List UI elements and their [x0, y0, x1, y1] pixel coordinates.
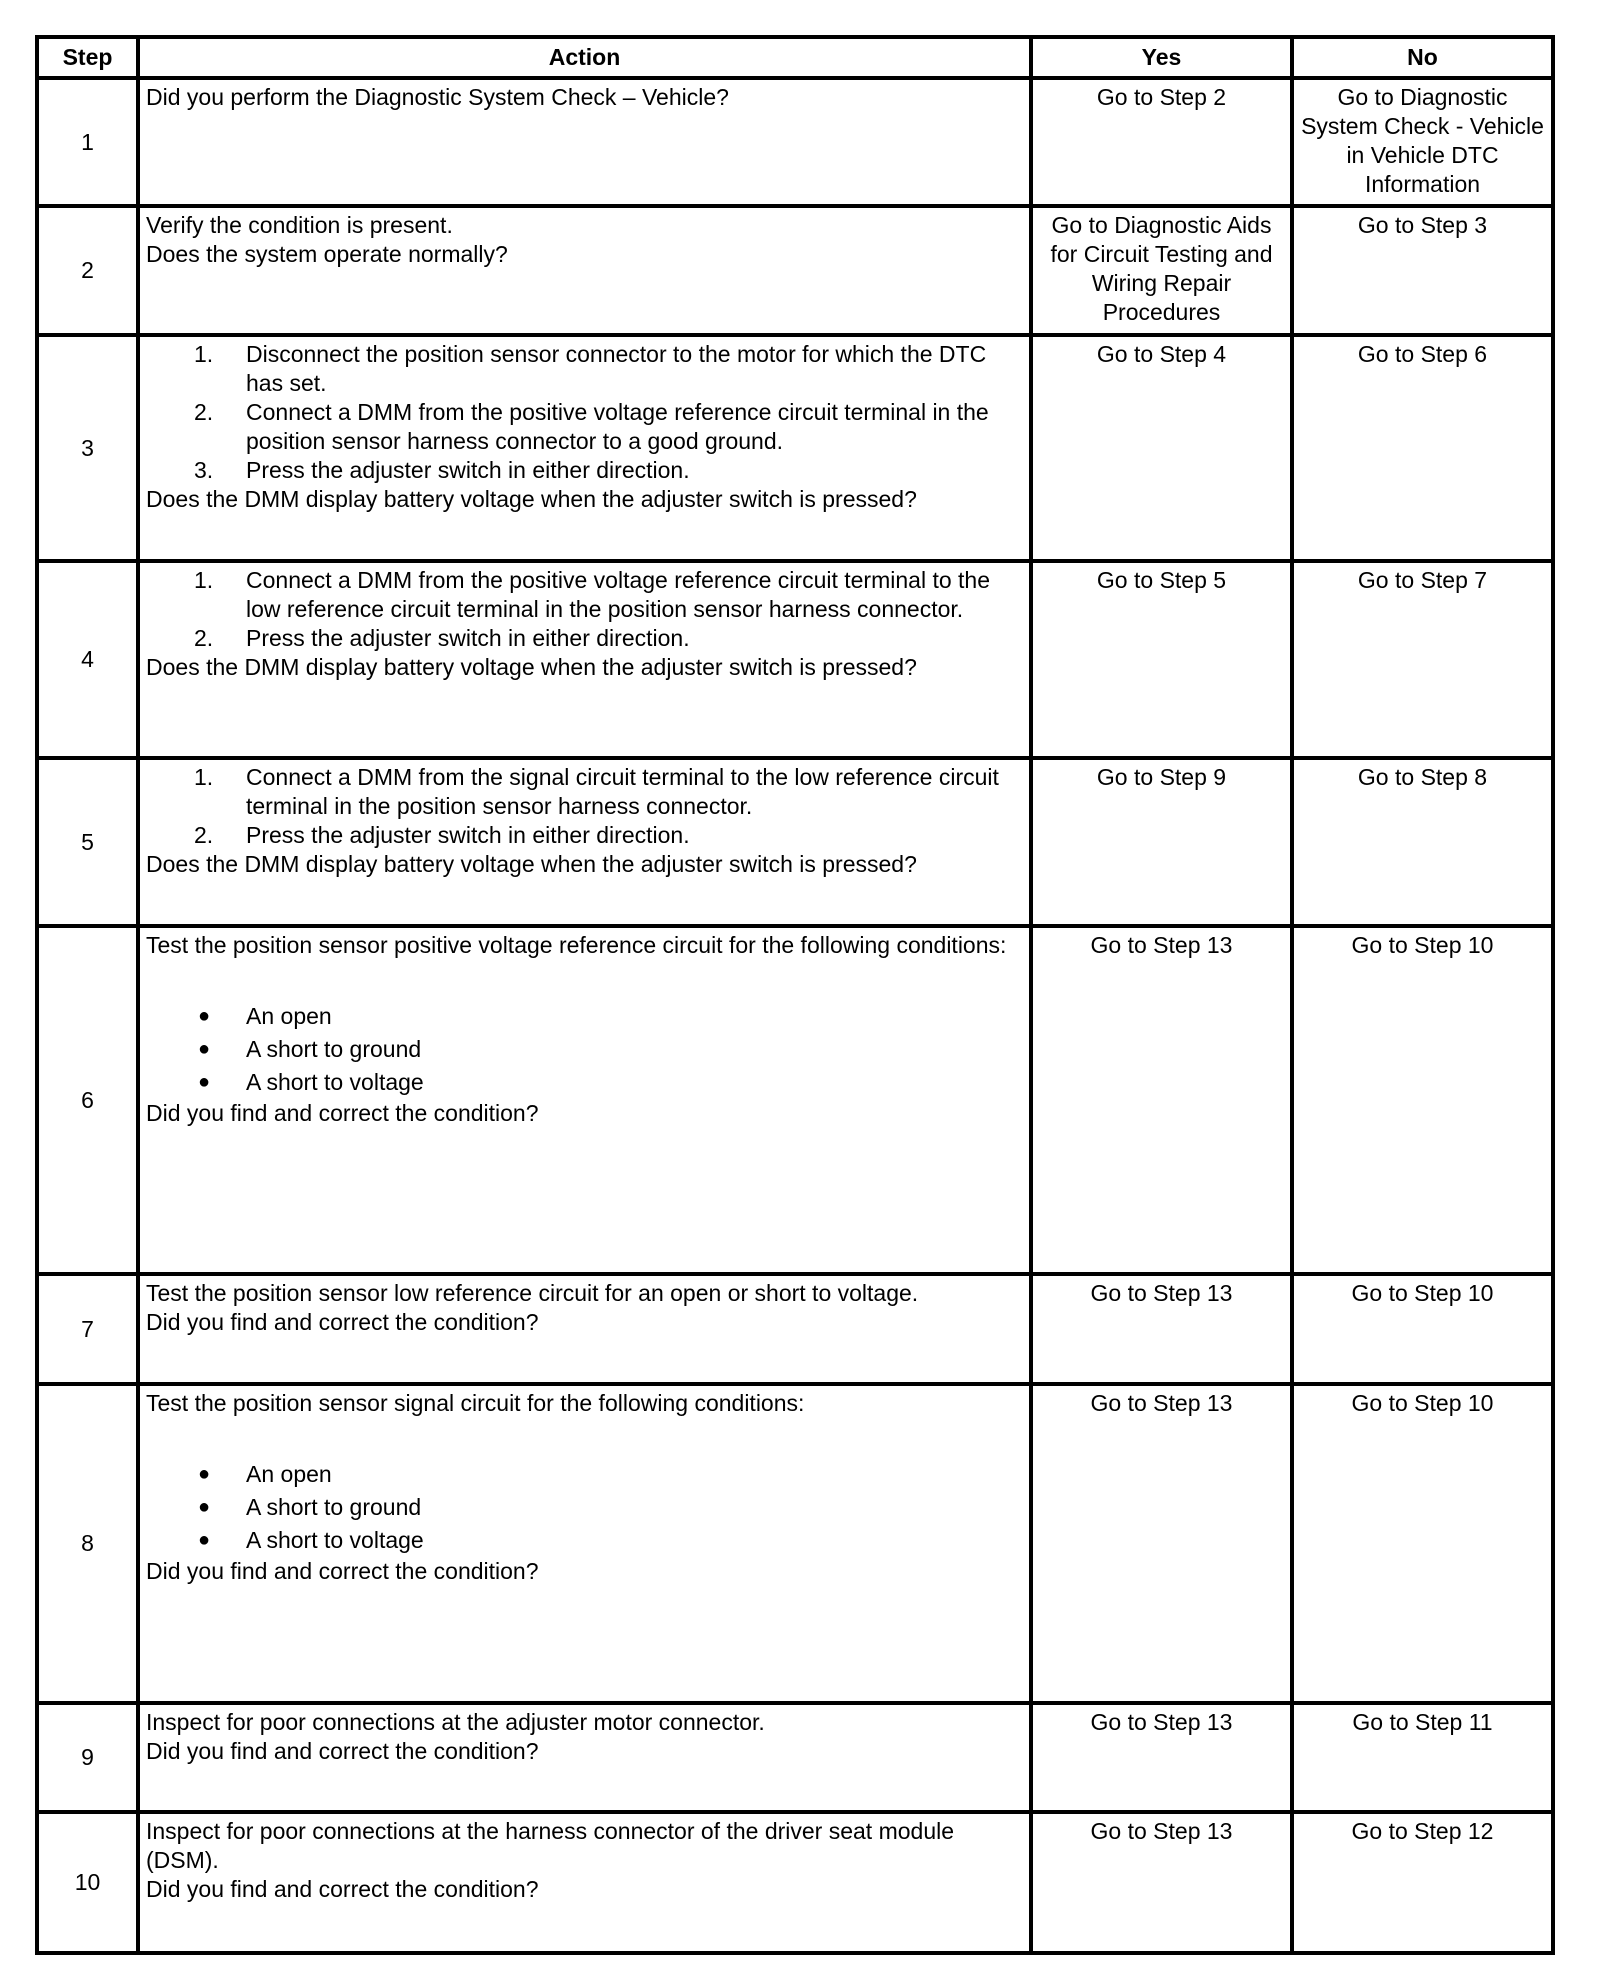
no-answer: Go to Step 7: [1357, 567, 1488, 593]
no-cell: [1292, 1812, 1553, 1953]
substep-text: Press the adjuster switch in either direction.: [246, 822, 690, 848]
bullet-icon: ●: [198, 1071, 211, 1093]
condition-text: A short to ground: [246, 1494, 422, 1520]
substep-number: 1.: [194, 341, 214, 367]
substep-number: 2.: [194, 625, 214, 651]
no-answer: Go to Diagnostic System Check - Vehicle in Vehicle DTC Information: [1301, 84, 1544, 197]
substep-list: [146, 340, 1023, 485]
step-number: 8: [37, 1384, 138, 1703]
substep-number: 2.: [194, 822, 214, 848]
action-question: Did you find and correct the condition?: [146, 1309, 539, 1335]
substep-number: 2.: [194, 399, 214, 425]
no-answer: Go to Step 10: [1351, 1390, 1494, 1416]
list-item: [146, 566, 1023, 624]
action-intro: Inspect for poor connections at the harness connector of the driver seat module (DSM).: [146, 1818, 955, 1873]
yes-cell: [1031, 206, 1292, 335]
yes-answer: Go to Step 2: [1096, 84, 1227, 110]
yes-cell: [1031, 758, 1292, 926]
action-intro: Verify the condition is present.: [146, 212, 453, 238]
list-item: [146, 398, 1023, 456]
no-answer: Go to Step 8: [1357, 764, 1488, 790]
step-number: 2: [37, 206, 138, 335]
table-row: [37, 1703, 1553, 1812]
table-row: [37, 1274, 1553, 1384]
bullet-icon: ●: [198, 1463, 211, 1485]
condition-text: A short to voltage: [246, 1527, 424, 1553]
table-row: [37, 1384, 1553, 1703]
action-cell: [138, 561, 1031, 758]
yes-answer: Go to Step 9: [1096, 764, 1227, 790]
substep-number: 1.: [194, 567, 214, 593]
yes-answer: Go to Step 13: [1090, 1709, 1233, 1735]
no-cell: [1292, 335, 1553, 561]
action-intro: Test the position sensor signal circuit for the following conditions:: [146, 1390, 805, 1416]
table-row: [37, 926, 1553, 1274]
no-cell: [1292, 206, 1553, 335]
no-answer: Go to Step 6: [1357, 341, 1488, 367]
diagnostic-table: [35, 35, 1555, 1955]
step-number: 5: [37, 758, 138, 926]
table-row: [37, 335, 1553, 561]
action-cell: [138, 926, 1031, 1274]
step-number: 10: [37, 1812, 138, 1953]
bullet-icon: ●: [198, 1005, 211, 1027]
yes-answer: Go to Diagnostic Aids for Circuit Testing and Wiring Repair Procedures: [1050, 212, 1273, 325]
action-question: Does the system operate normally?: [146, 241, 508, 267]
yes-cell: [1031, 561, 1292, 758]
step-number: 3: [37, 335, 138, 561]
list-item: [146, 456, 1023, 485]
action-intro: Test the position sensor positive voltage reference circuit for the following conditions:: [146, 932, 1007, 958]
yes-answer: Go to Step 13: [1090, 1390, 1233, 1416]
list-item: [146, 1066, 1023, 1099]
step-number: 9: [37, 1703, 138, 1812]
action-cell: [138, 758, 1031, 926]
yes-cell: [1031, 1384, 1292, 1703]
action-cell: [138, 335, 1031, 561]
yes-cell: [1031, 1274, 1292, 1384]
condition-text: An open: [246, 1003, 332, 1029]
yes-answer: Go to Step 13: [1090, 1280, 1233, 1306]
action-intro: Did you perform the Diagnostic System Check – Vehicle?: [146, 84, 729, 110]
no-cell: [1292, 1274, 1553, 1384]
action-question: Does the DMM display battery voltage when the adjuster switch is pressed?: [146, 486, 917, 512]
action-question: Does the DMM display battery voltage when the adjuster switch is pressed?: [146, 654, 917, 680]
list-item: [146, 1524, 1023, 1557]
list-item: [146, 1491, 1023, 1524]
no-answer: Go to Step 10: [1351, 932, 1494, 958]
no-answer: Go to Step 10: [1351, 1280, 1494, 1306]
substep-text: Press the adjuster switch in either direction.: [246, 625, 690, 651]
no-cell: [1292, 1384, 1553, 1703]
condition-text: A short to ground: [246, 1036, 422, 1062]
bullet-icon: ●: [198, 1529, 211, 1551]
substep-number: 3.: [194, 457, 214, 483]
substep-text: Connect a DMM from the signal circuit terminal to the low reference circuit terminal in the position sensor harness connector.: [246, 764, 999, 819]
substep-text: Disconnect the position sensor connector to the motor for which the DTC has set.: [246, 341, 987, 396]
action-question: Did you find and correct the condition?: [146, 1738, 539, 1764]
no-cell: [1292, 1703, 1553, 1812]
action-cell: [138, 206, 1031, 335]
yes-answer: Go to Step 5: [1096, 567, 1227, 593]
yes-cell: [1031, 1812, 1292, 1953]
action-intro: Inspect for poor connections at the adjuster motor connector.: [146, 1709, 765, 1735]
list-item: [146, 821, 1023, 850]
list-item: [146, 1458, 1023, 1491]
substep-text: Connect a DMM from the positive voltage reference circuit terminal in the position sensor harness connector to a good ground.: [246, 399, 989, 454]
condition-list: [146, 1458, 1023, 1557]
no-answer: Go to Step 11: [1352, 1709, 1493, 1735]
action-question: Did you find and correct the condition?: [146, 1876, 539, 1902]
substep-list: [146, 566, 1023, 653]
action-cell: [138, 1274, 1031, 1384]
action-question: Does the DMM display battery voltage when the adjuster switch is pressed?: [146, 851, 917, 877]
action-cell: [138, 78, 1031, 206]
step-number: 7: [37, 1274, 138, 1384]
bullet-icon: ●: [198, 1496, 211, 1518]
no-answer: Go to Step 3: [1357, 212, 1488, 238]
list-item: [146, 340, 1023, 398]
yes-answer: Go to Step 13: [1090, 1818, 1233, 1844]
table-header-row: [37, 37, 1553, 78]
condition-text: An open: [246, 1461, 332, 1487]
yes-cell: [1031, 926, 1292, 1274]
yes-answer: Go to Step 4: [1096, 341, 1227, 367]
header-step: Step: [37, 37, 138, 78]
condition-list: [146, 1000, 1023, 1099]
step-number: 6: [37, 926, 138, 1274]
list-item: [146, 1033, 1023, 1066]
table-row: [37, 78, 1553, 206]
substep-number: 1.: [194, 764, 214, 790]
list-item: [146, 624, 1023, 653]
yes-answer: Go to Step 13: [1090, 932, 1233, 958]
no-answer: Go to Step 12: [1351, 1818, 1494, 1844]
step-number: 4: [37, 561, 138, 758]
substep-text: Connect a DMM from the positive voltage reference circuit terminal to the low reference circuit terminal in the position sensor harness connector.: [246, 567, 990, 622]
yes-cell: [1031, 1703, 1292, 1812]
condition-text: A short to voltage: [246, 1069, 424, 1095]
action-cell: [138, 1812, 1031, 1953]
yes-cell: [1031, 78, 1292, 206]
yes-cell: [1031, 335, 1292, 561]
substep-text: Press the adjuster switch in either direction.: [246, 457, 690, 483]
header-yes: Yes: [1031, 37, 1292, 78]
no-cell: [1292, 758, 1553, 926]
no-cell: [1292, 561, 1553, 758]
list-item: [146, 1000, 1023, 1033]
step-number: 1: [37, 78, 138, 206]
action-question: Did you find and correct the condition?: [146, 1558, 539, 1584]
table-row: [37, 206, 1553, 335]
table-row: [37, 1812, 1553, 1953]
action-cell: [138, 1703, 1031, 1812]
bullet-icon: ●: [198, 1038, 211, 1060]
no-cell: [1292, 78, 1553, 206]
table-row: [37, 561, 1553, 758]
action-question: Did you find and correct the condition?: [146, 1100, 539, 1126]
action-intro: Test the position sensor low reference circuit for an open or short to voltage.: [146, 1280, 919, 1306]
list-item: [146, 763, 1023, 821]
substep-list: [146, 763, 1023, 850]
no-cell: [1292, 926, 1553, 1274]
table-row: [37, 758, 1553, 926]
header-no: No: [1292, 37, 1553, 78]
header-action: Action: [138, 37, 1031, 78]
action-cell: [138, 1384, 1031, 1703]
